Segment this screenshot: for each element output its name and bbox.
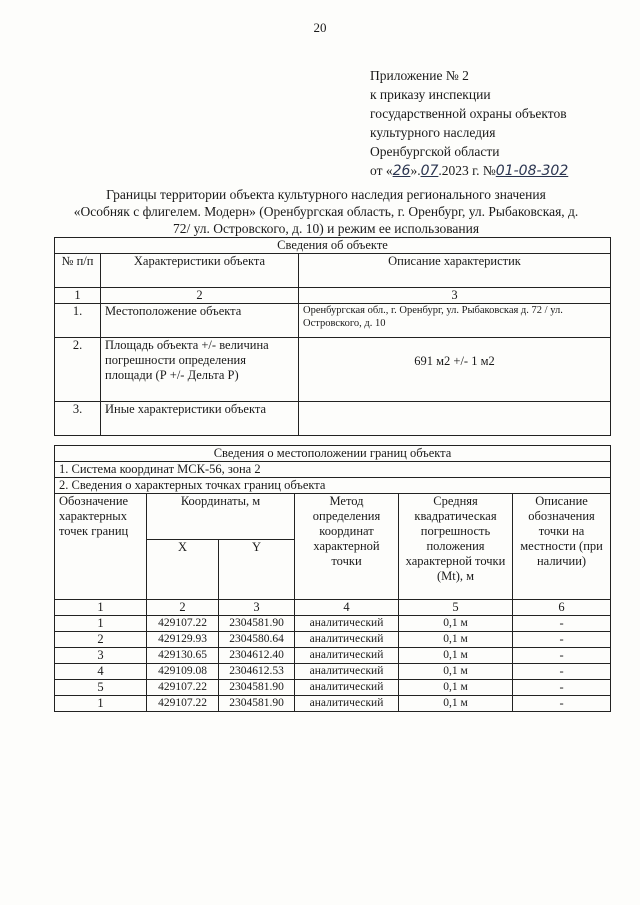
characteristic-name: Иные характеристики объекта: [101, 402, 299, 436]
col-number-2: 2: [101, 288, 299, 304]
appendix-block: [370, 66, 568, 181]
point-y: 2304612.53: [219, 664, 295, 680]
page-number: 20: [313, 20, 327, 35]
col-number-4: 4: [295, 600, 399, 616]
handwritten-month: 07: [420, 163, 439, 179]
col-number-2: 2: [147, 600, 219, 616]
header-coordinates: Координаты, м: [147, 494, 295, 540]
point-method: аналитический: [295, 680, 399, 696]
point-id: 4: [55, 664, 147, 680]
point-description: -: [513, 632, 611, 648]
table-row: [55, 304, 611, 338]
document-heading: [30, 186, 622, 237]
table-row: [55, 648, 611, 664]
heading-line-1: Границы территории объекта культурного наследия регионального значения: [106, 187, 546, 202]
handwritten-day: 26: [392, 163, 411, 179]
order-date-line: [370, 161, 568, 181]
characteristic-value: 691 м2 +/- 1 м2: [299, 338, 611, 402]
row-number: 3.: [55, 402, 101, 436]
date-year: .2023 г. №: [438, 163, 496, 178]
point-method: аналитический: [295, 616, 399, 632]
point-y: 2304581.90: [219, 680, 295, 696]
table-row: [55, 632, 611, 648]
header-characteristic: Характеристики объекта: [101, 254, 299, 288]
appendix-line-5: Оренбургской области: [370, 144, 500, 159]
point-error: 0,1 м: [399, 696, 513, 712]
row-number: 1.: [55, 304, 101, 338]
point-description: -: [513, 680, 611, 696]
characteristic-value: Оренбургская обл., г. Оренбург, ул. Рыбаковская д. 72 / ул. Островского, д. 10: [299, 304, 611, 338]
point-method: аналитический: [295, 648, 399, 664]
table-row: [55, 664, 611, 680]
table-row: [55, 616, 611, 632]
boundary-table: [54, 445, 611, 712]
coordinate-system: 1. Система координат МСК-56, зона 2: [55, 462, 611, 478]
col-number-1: 1: [55, 600, 147, 616]
point-x: 429130.65: [147, 648, 219, 664]
point-x: 429107.22: [147, 696, 219, 712]
point-x: 429107.22: [147, 680, 219, 696]
handwritten-order-number: 01-08-302: [495, 163, 569, 179]
point-x: 429109.08: [147, 664, 219, 680]
point-error: 0,1 м: [399, 664, 513, 680]
point-id: 2: [55, 632, 147, 648]
header-point: Обозначение характерных точек границ: [55, 494, 147, 600]
table-row: [55, 680, 611, 696]
point-method: аналитический: [295, 696, 399, 712]
col-number-6: 6: [513, 600, 611, 616]
date-mid: ».: [410, 163, 421, 178]
appendix-line-3: государственной охраны объектов: [370, 106, 567, 121]
appendix-line-1: Приложение № 2: [370, 68, 469, 83]
point-y: 2304581.90: [219, 696, 295, 712]
header-description: Описание обозначения точки на местности (при наличии): [513, 494, 611, 600]
table-row: [55, 696, 611, 712]
table-row: [55, 338, 611, 402]
appendix-line-2: к приказу инспекции: [370, 87, 491, 102]
points-title: 2. Сведения о характерных точках границ объекта: [55, 478, 611, 494]
col-number-5: 5: [399, 600, 513, 616]
date-prefix: от «: [370, 163, 393, 178]
table-row: [55, 402, 611, 436]
point-id: 5: [55, 680, 147, 696]
boundary-title: Сведения о местоположении границ объекта: [55, 446, 611, 462]
col-number-3: 3: [299, 288, 611, 304]
point-y: 2304581.90: [219, 616, 295, 632]
object-info-title: Сведения об объекте: [55, 238, 611, 254]
characteristic-name: Площадь объекта +/- величина погрешности определения площади (Р +/- Дельта Р): [101, 338, 299, 402]
point-description: -: [513, 648, 611, 664]
row-number: 2.: [55, 338, 101, 402]
point-x: 429129.93: [147, 632, 219, 648]
header-y: Y: [219, 540, 295, 600]
point-id: 1: [55, 616, 147, 632]
header-error: Средняя квадратическая погрешность положения характерной точки (Mt), м: [399, 494, 513, 600]
point-error: 0,1 м: [399, 680, 513, 696]
heading-line-3: 72/ ул. Островского, д. 10) и режим ее использования: [172, 221, 480, 236]
object-info-table: [54, 237, 611, 436]
characteristic-name: Местоположение объекта: [101, 304, 299, 338]
header-number: № п/п: [55, 254, 101, 288]
point-description: -: [513, 664, 611, 680]
point-x: 429107.22: [147, 616, 219, 632]
point-error: 0,1 м: [399, 616, 513, 632]
col-number-3: 3: [219, 600, 295, 616]
point-description: -: [513, 696, 611, 712]
point-id: 3: [55, 648, 147, 664]
point-method: аналитический: [295, 664, 399, 680]
point-y: 2304580.64: [219, 632, 295, 648]
heading-line-2: «Особняк с флигелем. Модерн» (Оренбургская область, г. Оренбург, ул. Рыбаковская, д.: [73, 204, 579, 219]
characteristic-value: [299, 402, 611, 436]
header-x: X: [147, 540, 219, 600]
col-number-1: 1: [55, 288, 101, 304]
point-description: -: [513, 616, 611, 632]
point-method: аналитический: [295, 632, 399, 648]
point-id: 1: [55, 696, 147, 712]
point-error: 0,1 м: [399, 648, 513, 664]
header-description: Описание характеристик: [299, 254, 611, 288]
appendix-line-4: культурного наследия: [370, 125, 496, 140]
header-method: Метод определения координат характерной точки: [295, 494, 399, 600]
point-y: 2304612.40: [219, 648, 295, 664]
point-error: 0,1 м: [399, 632, 513, 648]
